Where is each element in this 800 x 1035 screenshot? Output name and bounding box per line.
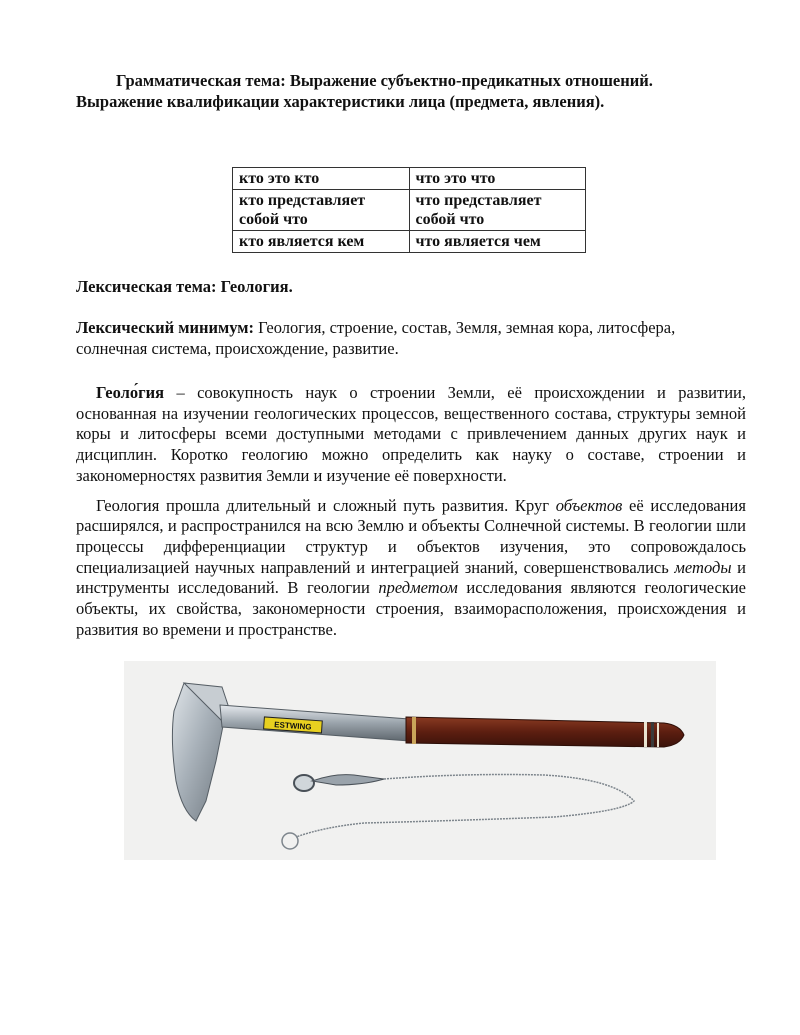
definition-text: – совокупность наук о строении Земли, её происхождении и развитии, основанная на изучении геологических процессов, вещественного состава, структуры земной коры и литосферы всеми доступными методами с привлечением данных других наук и дисциплин. Коротко геологию можно определить как науку о составе, строении и закономерностях развития Земли и изучение её поверхности. bbox=[76, 383, 746, 485]
construction-forms-table bbox=[232, 167, 586, 253]
table-cell: что это что bbox=[409, 168, 586, 190]
lens-holder bbox=[312, 775, 384, 785]
handle-ring bbox=[644, 722, 647, 747]
emphasis-subject: предметом bbox=[378, 578, 458, 598]
paragraph-text: исследования являются геологические объекты, их свойства, закономерности строения, взаиморасположения, происхождения и развития во времени и пространстве. bbox=[76, 578, 746, 639]
emphasis-objects: объектов bbox=[555, 495, 623, 515]
geological-hammer-photo bbox=[124, 661, 716, 860]
hammer-brand-text: ESTWING bbox=[273, 720, 312, 732]
paragraph-text: и инструменты исследований. В геологии bbox=[76, 557, 746, 598]
handle-ring bbox=[657, 723, 659, 747]
document-page bbox=[76, 70, 746, 640]
table-cell: кто является кем bbox=[233, 231, 410, 253]
table-cell: кто представляет собой что bbox=[233, 190, 410, 231]
table-row bbox=[233, 190, 586, 231]
handle-ring bbox=[651, 722, 654, 747]
handle-ring bbox=[412, 717, 416, 744]
paragraph-text: Геология прошла длительный и сложный путь развития. Круг bbox=[96, 495, 556, 515]
chain-key-ring bbox=[282, 833, 298, 849]
lexical-topic bbox=[76, 276, 746, 297]
paragraph-text: её исследования расширялся, и распространился на всю Землю и объекты Солнечной системы. В геологии шли процессы дифференциации структур и объектов изучения, это сопровождалось специализацией научных направлений и интеграцией знаний, совершенствовались bbox=[76, 495, 746, 577]
table-row bbox=[233, 231, 586, 253]
lexical-minimum-label: Лексический минимум: bbox=[76, 318, 254, 337]
table-cell: что представляет собой что bbox=[409, 190, 586, 231]
lexical-minimum bbox=[76, 317, 746, 359]
defined-term: Геоло́гия bbox=[96, 383, 165, 402]
lexical-topic-label: Лексическая тема: bbox=[76, 277, 217, 296]
grammar-topic-title bbox=[76, 70, 746, 112]
table-cell: что является чем bbox=[409, 231, 586, 253]
grammar-title-line-1: Грамматическая тема: Выражение субъектно-предикатных отношений. bbox=[116, 71, 653, 90]
hammer-handle bbox=[406, 717, 684, 747]
grammar-title-line-2: Выражение квалификации характеристики лица (предмета, явления). bbox=[76, 92, 605, 111]
hammer-and-lens-illustration bbox=[124, 661, 716, 860]
geology-history-paragraph bbox=[76, 496, 746, 641]
table-row bbox=[233, 168, 586, 190]
hand-lens bbox=[294, 775, 314, 791]
table-cell: кто это кто bbox=[233, 168, 410, 190]
emphasis-methods: методы bbox=[674, 557, 732, 577]
lexical-minimum-words: Геология, строение, состав, Земля, земная кора, литосфера, солнечная система, происхождение, развитие. bbox=[76, 318, 676, 358]
lexical-topic-value: Геология. bbox=[220, 277, 293, 296]
geology-definition-paragraph bbox=[76, 383, 746, 487]
